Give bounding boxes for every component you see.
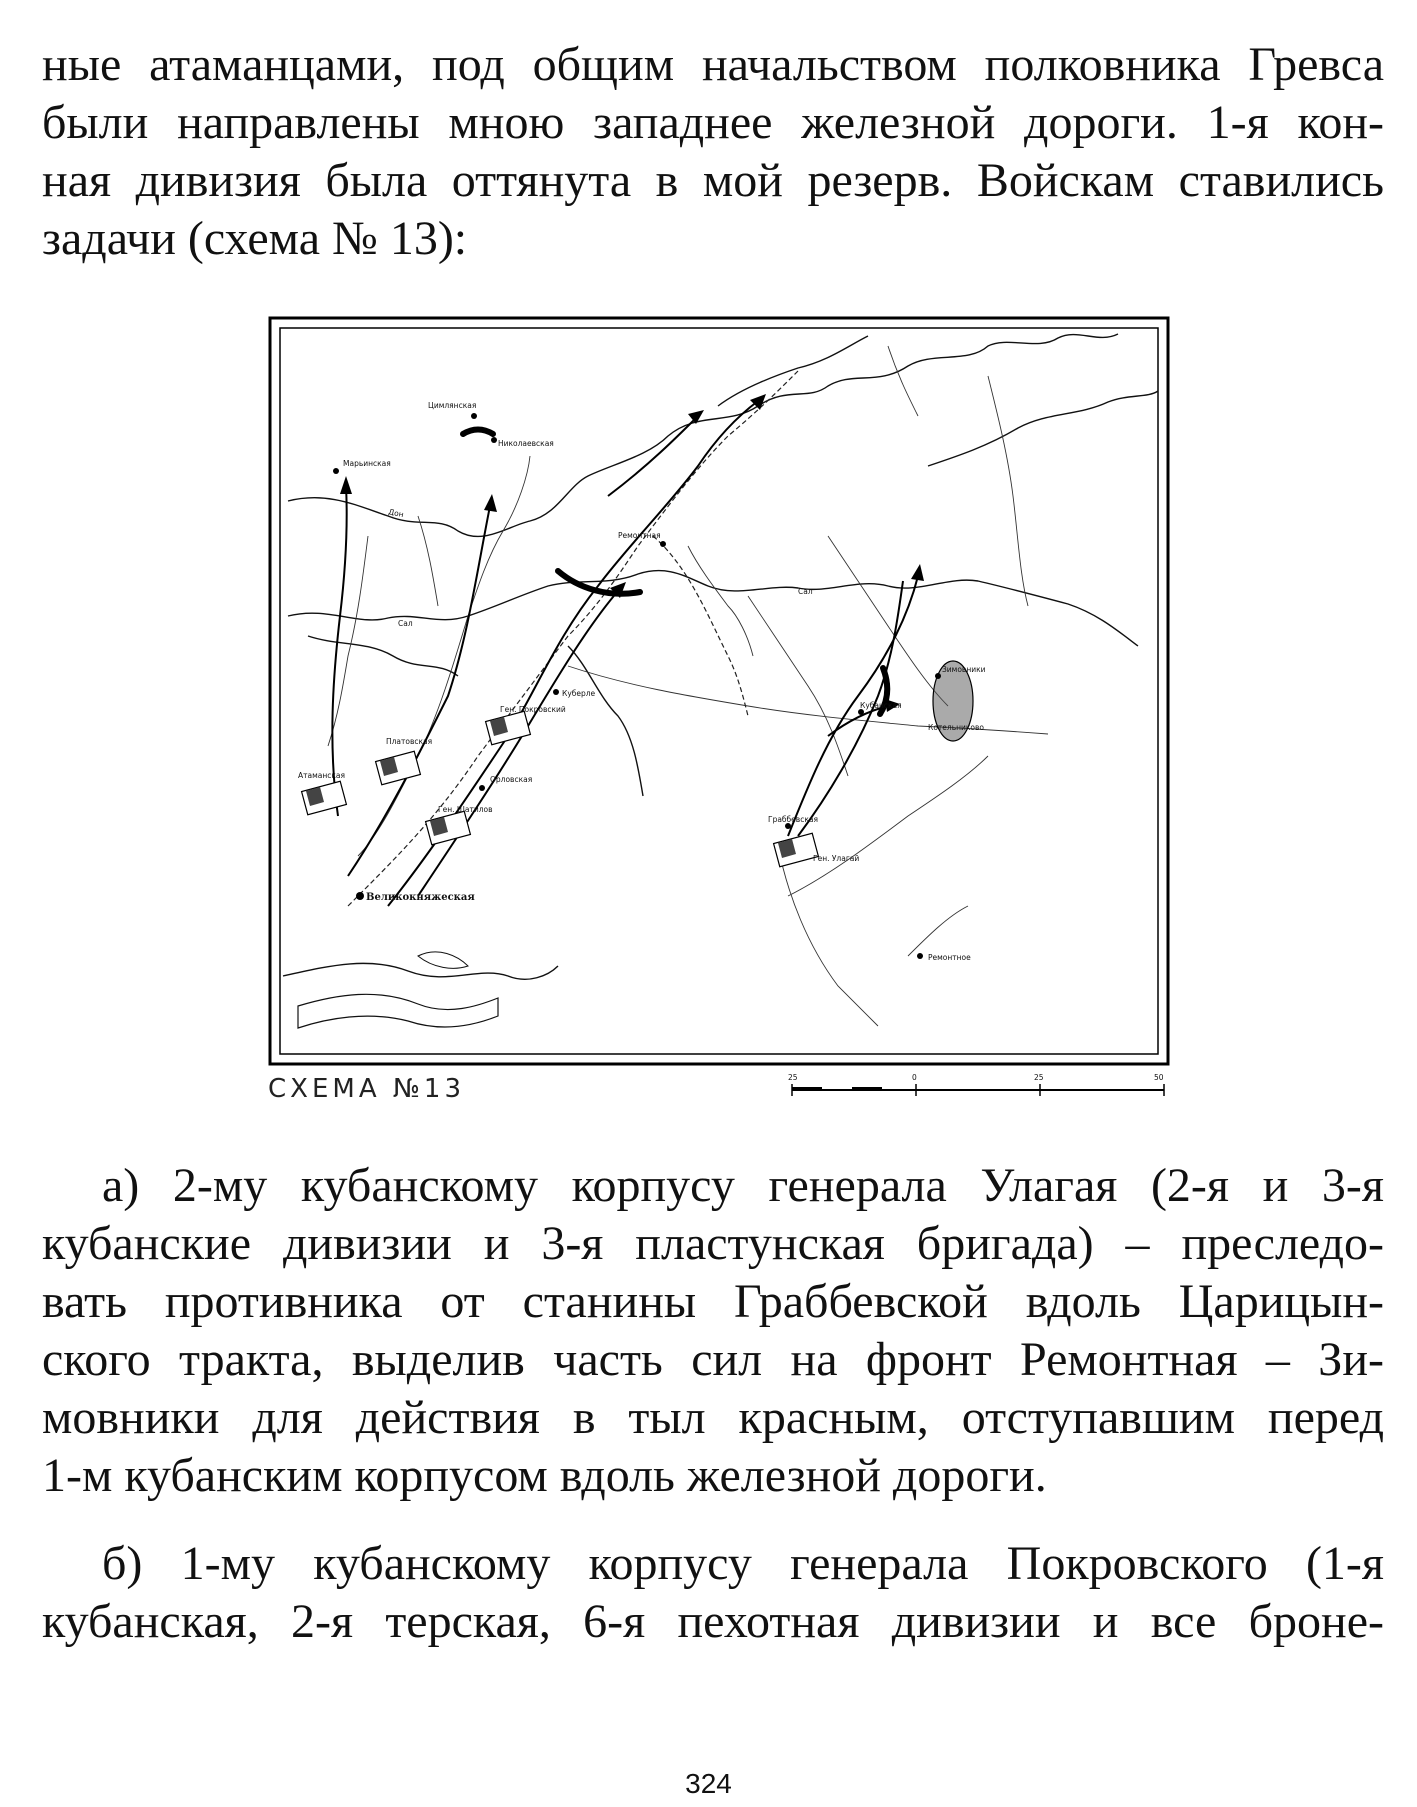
- label-don: Дон: [387, 507, 405, 520]
- label-grabbevskaya: Граббевская: [768, 815, 818, 824]
- label-orlovskaya: Орловская: [490, 775, 533, 784]
- text-line: ная дивизия была оттянута в мой резерв. Войскам ставились: [42, 154, 1384, 207]
- label-platovskaya: Платовская: [386, 737, 433, 746]
- scale-tick: 50: [1154, 1073, 1164, 1082]
- text-line: б) 1-му кубанскому корпусу генерала Покровского (1-я: [102, 1537, 1384, 1590]
- map-scale-bar: [788, 1070, 1168, 1100]
- text-line: ского тракта, выделив часть сил на фронт Ремонтная – Зи-: [42, 1333, 1384, 1386]
- label-maryinskaya: Марьинская: [343, 459, 391, 468]
- label-sal-right: Сал: [798, 587, 813, 596]
- label-kubanskaya: Кубанская: [860, 701, 902, 710]
- text-line: были направлены мною западнее железной дороги. 1-я кон-: [42, 96, 1384, 149]
- scale-tick: 0: [912, 1073, 917, 1082]
- scale-tick: 25: [788, 1073, 798, 1082]
- text-line: вать противника от станины Граббевской вдоль Царицын-: [42, 1275, 1384, 1328]
- scheme-13-map: [268, 316, 1170, 1066]
- text-line: 1-м кубанским корпусом вдоль железной дороги.: [42, 1449, 1047, 1502]
- text-line: а) 2-му кубанскому корпусу генерала Улагая (2-я и 3-я: [102, 1159, 1384, 1212]
- page-number: 324: [685, 1768, 732, 1799]
- intro-paragraph: [42, 36, 1384, 268]
- text-line: мовники для действия в тыл красным, отступавшим перед: [42, 1391, 1384, 1444]
- map-outer-border: [270, 318, 1168, 1064]
- paragraph-b: [42, 1535, 1384, 1651]
- label-gen-pokrovsky: Ген. Покровский: [500, 705, 566, 714]
- text-line: ные атаманцами, под общим начальством полковника Гревса: [42, 38, 1384, 91]
- label-velikoknyazheskaya: Великокняжеская: [366, 892, 475, 903]
- text-line: задачи (схема № 13):: [42, 212, 468, 265]
- text-line: кубанские дивизии и 3-я пластунская бригада) – преследо-: [42, 1217, 1384, 1270]
- paragraph-a: [42, 1157, 1384, 1505]
- text-line: кубанская, 2-я терская, 6-я пехотная дивизии и все броне-: [42, 1595, 1384, 1648]
- label-gen-ulagay: Ген. Улагай: [813, 854, 860, 863]
- label-zimovniki: Зимовники: [942, 665, 986, 674]
- label-kuberle: Куберле: [562, 689, 596, 698]
- map-caption: СХЕМА №13: [268, 1074, 466, 1104]
- label-atamanskaya: Атаманская: [298, 771, 346, 780]
- label-remontnoe: Ремонтное: [928, 953, 971, 962]
- label-remontnaya: Ремонтная: [618, 531, 661, 540]
- label-sal-left: Сал: [398, 619, 413, 628]
- label-kotelnikovo: Котельниково: [928, 723, 985, 732]
- label-nikolaevskaya: Николаевская: [498, 439, 554, 448]
- label-tsimlyanskaya: Цимлянская: [428, 401, 477, 410]
- scale-tick: 25: [1034, 1073, 1044, 1082]
- label-gen-shatilov: Ген. Шатилов: [438, 805, 493, 814]
